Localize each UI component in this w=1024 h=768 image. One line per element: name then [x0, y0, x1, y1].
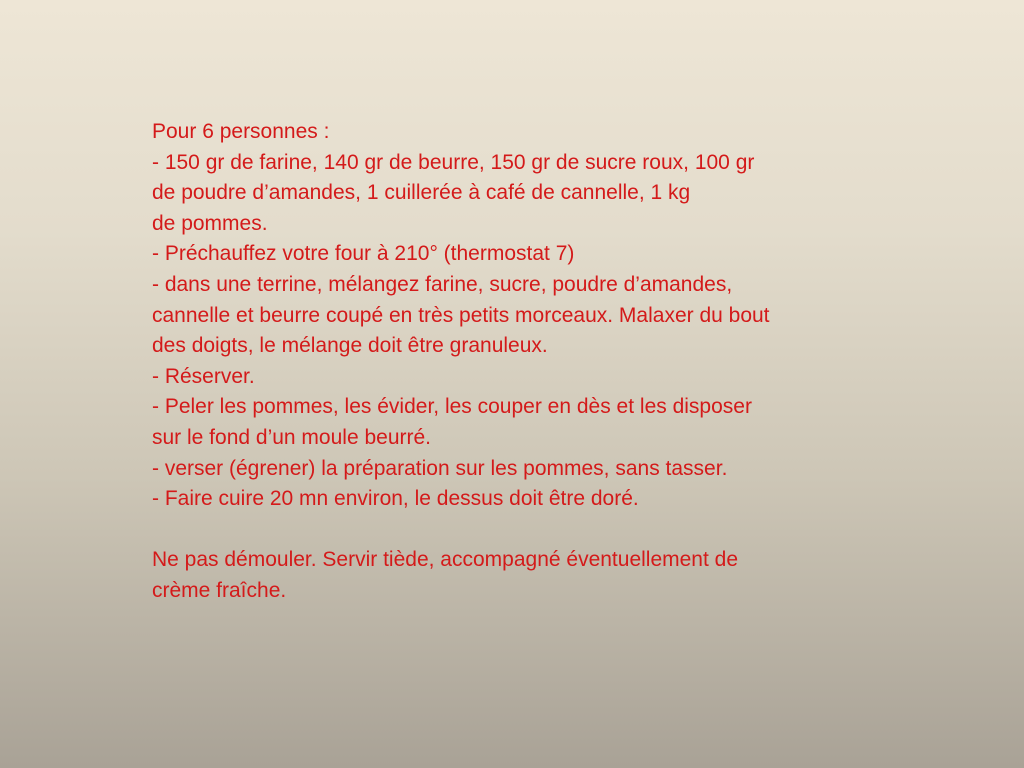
step-bake: - Faire cuire 20 mn environ, le dessus doit être doré. [152, 487, 639, 511]
step-apples-line-2: sur le fond d’un moule beurré. [152, 425, 431, 449]
serving-note-line-2: crème fraîche. [152, 578, 287, 602]
step-mix-line-1: - dans une terrine, mélangez farine, sucre, poudre d’amandes, [152, 272, 733, 296]
ingredients-line-2: de poudre d’amandes, 1 cuillerée à café de cannelle, 1 kg [152, 181, 691, 205]
step-mix-line-3: des doigts, le mélange doit être granuleux. [152, 334, 548, 358]
recipe-text [152, 117, 922, 607]
ingredients-line-1: - 150 gr de farine, 140 gr de beurre, 150 gr de sucre roux, 100 gr [152, 150, 755, 174]
step-preheat: - Préchauffez votre four à 210° (thermostat 7) [152, 242, 575, 266]
step-pour: - verser (égrener) la préparation sur les pommes, sans tasser. [152, 456, 728, 480]
paragraph-gap [152, 515, 922, 546]
serving-note-line-1: Ne pas démouler. Servir tiède, accompagné éventuellement de [152, 548, 739, 572]
servings-line: Pour 6 personnes : [152, 120, 330, 143]
step-mix-line-2: cannelle et beurre coupé en très petits morceaux. Malaxer du bout [152, 303, 770, 327]
step-apples-line-1: - Peler les pommes, les évider, les couper en dès et les disposer [152, 395, 752, 419]
step-reserve: - Réserver. [152, 364, 255, 388]
ingredients-line-3: de pommes. [152, 211, 268, 235]
